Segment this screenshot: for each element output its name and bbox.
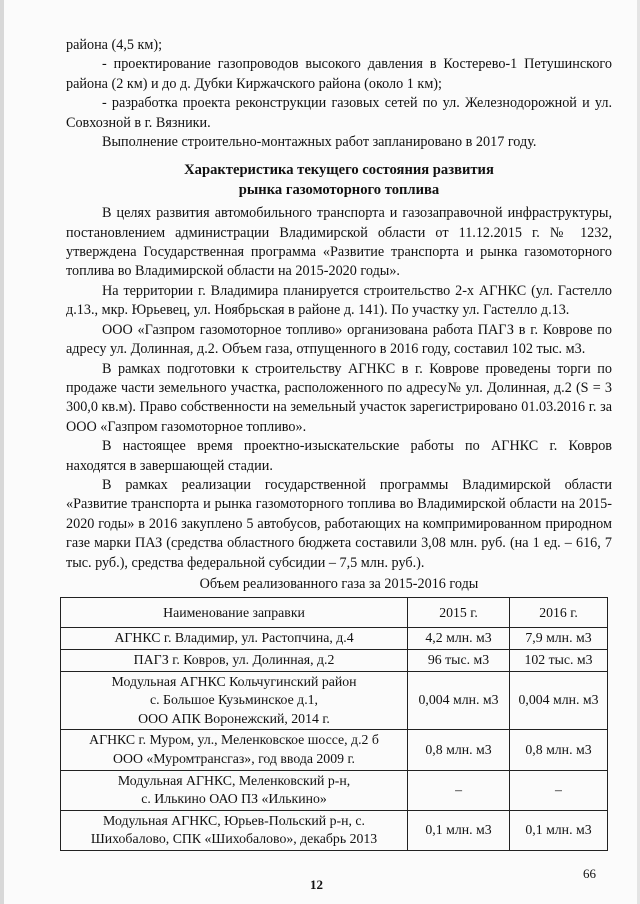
bullet-item: - проектирование газопроводов высокого давления в Костерево-1 Петушинского района (2 км) и до д. Дубки Киржачского района (около 1 км);: [66, 56, 612, 92]
station-name-line: Модульная АГНКС Кольчугинский район: [111, 673, 357, 689]
table-header-row: [61, 598, 608, 628]
value-2015-cell: –: [408, 770, 510, 810]
value-2016-cell: 7,9 млн. м3: [509, 628, 607, 650]
station-name-line: с. Большое Кузьминское д.1,: [150, 692, 319, 708]
station-name-line: АГНКС г. Владимир, ул. Растопчина, д.4: [114, 630, 354, 646]
section-heading: [66, 161, 612, 200]
body-paragraph: В рамках реализации государственной программы Владимирской области «Развитие транспорта и рынка газомоторного топлива во Владимирской области на 2015-2020 годы» в 2016 закуплено 5 автобусов, работающих на компримированном природном газе марки ПАЗ (средства областного бюджета составили 3,08 млн. руб. (на 1 ед. – 616, 7 тыс. руб.), средства федеральной субсидии – 7,5 млн. руб.).: [66, 476, 612, 571]
station-name-line: АГНКС г. Муром, ул., Меленковское шоссе, д.2 б: [89, 732, 379, 748]
section-heading-line: Характеристика текущего состояния развития: [184, 162, 494, 179]
bullet-item: - разработка проекта реконструкции газовых сетей по ул. Железнодорожной и ул. Совхозной в г. Вязники.: [66, 95, 612, 131]
table-row: [61, 671, 608, 730]
table-row: [61, 649, 608, 671]
table-row: [61, 730, 608, 770]
intro-line: района (4,5 км);: [66, 37, 163, 53]
value-2016-cell: 0,004 млн. м3: [509, 671, 607, 730]
body-paragraph: На территории г. Владимира планируется строительство 2-х АГНКС (ул. Гастелло д.13., мкр. Юрьевец, ул. Ноябрьская в районе д. 141). По участку ул. Гастелло д.13.: [66, 282, 612, 319]
station-name-cell: [61, 671, 408, 730]
station-name-cell: [61, 730, 408, 770]
station-name-line: Шихобалово, СПК «Шихобалово», декабрь 2013: [90, 831, 378, 847]
value-2015-cell: 0,004 млн. м3: [408, 671, 510, 730]
table-row: [61, 810, 608, 850]
body-paragraph: ООО «Газпром газомоторное топливо» организована работа ПАГЗ в г. Коврове по адресу ул. Долинная, д.2. Объем газа, отпущенного в 2016 году, составил 102 тыс. м3.: [66, 321, 612, 358]
plan-paragraph: Выполнение строительно-монтажных работ запланировано в 2017 году.: [102, 134, 537, 151]
station-name-line: Модульная АГНКС, Меленковский р-н,: [117, 772, 351, 788]
body-paragraph: В целях развития автомобильного транспорта и газозаправочной инфраструктуры, постановлением администрации Владимирской области от 11.12.2015 г. № 1232, утверждена Государственная программа «Развитие транспорта и рынка газомоторного топлива во Владимирской области на 2015-2020 годы».: [66, 205, 612, 280]
station-name-line: ООО «Муромтрансгаз», год ввода 2009 г.: [113, 750, 356, 766]
value-2015-cell: 0,8 млн. м3: [408, 730, 510, 770]
value-2016-cell: 102 тыс. м3: [509, 649, 607, 671]
scan-edge-left: [0, 0, 4, 904]
corner-page-number: 66: [583, 866, 596, 881]
station-name-cell: [61, 649, 408, 671]
body-paragraph: В рамках подготовки к строительству АГНКС в г. Коврове проведены торги по продаже части земельного участка, расположенного по адресу№ ул. Долинная, д.2 (S = 3 300,0 кв.м). Право собственности на земельный участок зарегистрировано 01.03.2016 г. за ООО «Газпром газомоторное топливо».: [66, 360, 612, 435]
column-header-2015: 2015 г.: [408, 598, 510, 628]
value-2016-cell: 0,8 млн. м3: [509, 730, 607, 770]
table-row: [61, 770, 608, 810]
column-header-2016: 2016 г.: [509, 598, 607, 628]
gas-volume-table: [60, 597, 608, 851]
value-2015-cell: 4,2 млн. м3: [408, 628, 510, 650]
station-name-cell: [61, 628, 408, 650]
station-name-line: ПАГЗ г. Ковров, ул. Долинная, д.2: [133, 651, 335, 667]
page-number: 12: [310, 877, 323, 892]
table-caption: Объем реализованного газа за 2015-2016 годы: [199, 575, 479, 592]
document-body: [66, 36, 612, 851]
body-paragraph: В настоящее время проектно-изыскательские работы по АГНКС г. Ковров находятся в завершающей стадии.: [66, 438, 612, 474]
station-name-line: с. Илькино ОАО ПЗ «Илькино»: [141, 791, 327, 807]
value-2016-cell: 0,1 млн. м3: [509, 810, 607, 850]
station-name-line: Модульная АГНКС, Юрьев-Польский р-н, с.: [103, 812, 365, 828]
value-2016-cell: –: [509, 770, 607, 810]
column-header-station: Наименование заправки: [61, 598, 408, 628]
station-name-cell: [61, 810, 408, 850]
section-heading-line: рынка газомоторного топлива: [238, 181, 440, 198]
value-2015-cell: 0,1 млн. м3: [408, 810, 510, 850]
station-name-line: ООО АПК Воронежский, 2014 г.: [138, 710, 330, 726]
station-name-cell: [61, 770, 408, 810]
value-2015-cell: 96 тыс. м3: [408, 649, 510, 671]
table-row: [61, 628, 608, 650]
